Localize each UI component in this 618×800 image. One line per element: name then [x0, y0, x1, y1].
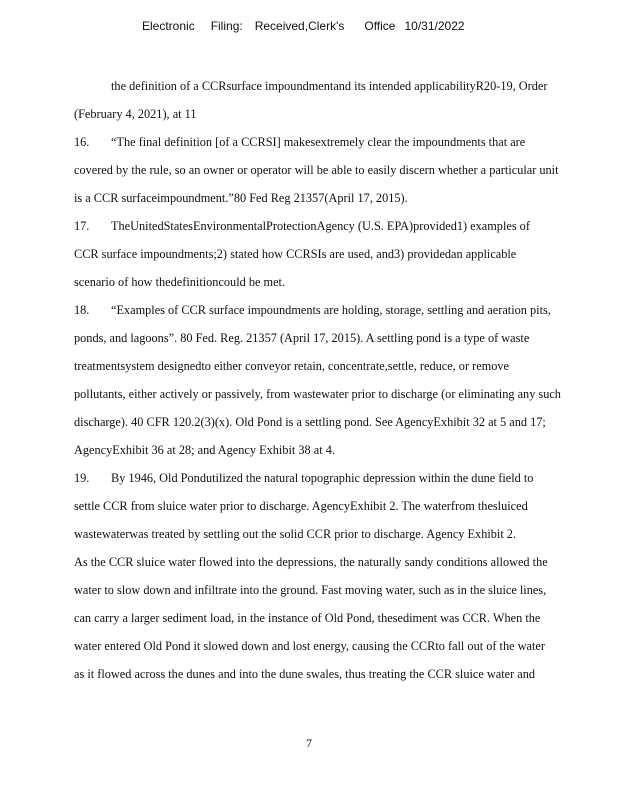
filing-header	[142, 19, 465, 33]
line-text: AgencyExhibit 36 at 28; and Agency Exhibit 38 at 4.	[74, 443, 335, 457]
line-text: “Examples of CCR surface impoundments are holding, storage, settling and aeration pits,	[111, 303, 551, 317]
header-received: Received,Clerk's	[254, 19, 345, 33]
line-text: CCR surface impoundments;2) stated how CCRSIs are used, and3) providedan applicable	[74, 247, 517, 261]
header-date: 10/31/2022	[404, 19, 465, 33]
text-line	[74, 520, 610, 548]
text-line	[74, 268, 610, 296]
line-text: ponds, and lagoons”. 80 Fed. Reg. 21357 (April 17, 2015). A settling pond is a type of waste	[74, 331, 530, 345]
line-text: As the CCR sluice water flowed into the depressions, the naturally sandy conditions allowed the	[74, 555, 548, 569]
text-line	[74, 380, 610, 408]
text-line	[74, 576, 610, 604]
text-line	[74, 100, 610, 128]
text-line	[74, 548, 610, 576]
paragraph-number: 17.	[74, 219, 90, 233]
text-line	[74, 72, 610, 100]
text-line	[74, 660, 610, 688]
line-text: can carry a larger sediment load, in the instance of Old Pond, thesediment was CCR. When the	[74, 611, 541, 625]
line-text: pollutants, either actively or passively, from wastewater prior to discharge (or eliminating any such	[74, 387, 561, 401]
line-text: treatmentsystem designedto either conveyor retain, concentrate,settle, reduce, or remove	[74, 359, 509, 373]
header-office: Office	[364, 19, 396, 33]
page-number: 7	[306, 736, 312, 750]
line-text: the definition of a CCRsurface impoundmentand its intended applicabilityR20-19, Order	[111, 79, 548, 93]
text-line	[74, 632, 610, 660]
text-line	[74, 352, 610, 380]
text-line	[74, 492, 610, 520]
line-text: covered by the rule, so an owner or operator will be able to easily discern whether a particular unit	[74, 163, 559, 177]
line-text: (February 4, 2021), at 11	[74, 107, 197, 121]
document-body	[74, 72, 610, 688]
text-line	[74, 604, 610, 632]
line-text: water to slow down and infiltrate into the ground. Fast moving water, such as in the sluice lines,	[74, 583, 547, 597]
text-line	[74, 324, 610, 352]
header-electronic: Electronic	[142, 19, 195, 33]
line-text: By 1946, Old Pondutilized the natural topographic depression within the dune field to	[111, 471, 534, 485]
line-text: discharge). 40 CFR 120.2(3)(x). Old Pond is a settling pond. See AgencyExhibit 32 at 5 and 17;	[74, 415, 546, 429]
paragraph-number: 18.	[74, 303, 90, 317]
line-text: “The final definition [of a CCRSI] makesextremely clear the impoundments that are	[111, 135, 526, 149]
text-line	[74, 436, 610, 464]
paragraph-number: 19.	[74, 471, 90, 485]
line-text: TheUnitedStatesEnvironmentalProtectionAgency (U.S. EPA)provided1) examples of	[111, 219, 530, 233]
text-line	[74, 128, 610, 156]
paragraph-number: 16.	[74, 135, 90, 149]
header-filing: Filing:	[210, 19, 243, 33]
text-line	[74, 212, 610, 240]
text-line	[74, 296, 610, 324]
text-line	[74, 156, 610, 184]
text-line	[74, 184, 610, 212]
text-line	[74, 408, 610, 436]
line-text: scenario of how thedefinitioncould be met.	[74, 275, 286, 289]
line-text: settle CCR from sluice water prior to discharge. AgencyExhibit 2. The waterfrom thesluiced	[74, 499, 528, 513]
line-text: as it flowed across the dunes and into the dune swales, thus treating the CCR sluice water and	[74, 667, 536, 681]
line-text: wastewaterwas treated by settling out the solid CCR prior to discharge. Agency Exhibit 2.	[74, 527, 517, 541]
line-text: water entered Old Pond it slowed down and lost energy, causing the CCRto fall out of the water	[74, 639, 545, 653]
text-line	[74, 240, 610, 268]
line-text: is a CCR surfaceimpoundment.”80 Fed Reg 21357(April 17, 2015).	[74, 191, 408, 205]
text-line	[74, 464, 610, 492]
